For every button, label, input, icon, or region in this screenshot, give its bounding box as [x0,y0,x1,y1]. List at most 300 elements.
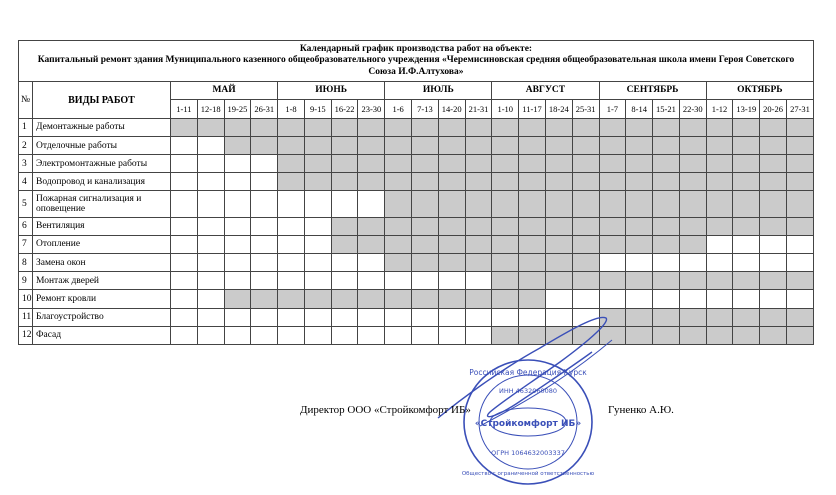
title-line-2: Капитальный ремонт здания Муниципального казенного общеобразовательного учреждения «Черемисиновская средняя общеобразовательная школа имени Героя Советского Союза И.Ф.Алтухова» [37,55,795,77]
schedule-cell-active [465,235,492,253]
schedule-cell-active [786,217,813,235]
schedule-cell-active [331,235,358,253]
schedule-cell-active [572,191,599,217]
stamp-inn: ИНН 4632060080 [498,387,558,395]
work-name: Фасад [33,326,171,344]
work-row [19,155,814,173]
month-header: ИЮЛЬ [385,82,492,99]
schedule-cell-active [706,217,733,235]
schedule-cell-empty [358,326,385,344]
schedule-cell-empty [171,272,198,290]
schedule-cell-active [786,308,813,326]
schedule-cell-active [171,118,198,136]
schedule-cell-empty [331,191,358,217]
schedule-cell-active [438,235,465,253]
schedule-cell-active [786,118,813,136]
schedule-cell-empty [197,191,224,217]
month-header: ИЮНЬ [278,82,385,99]
schedule-cell-active [572,118,599,136]
schedule-cell-empty [224,191,251,217]
week-header: 19-25 [224,99,251,118]
schedule-cell-active [465,118,492,136]
schedule-cell-empty [760,254,787,272]
schedule-cell-empty [197,272,224,290]
schedule-cell-active [278,173,305,191]
schedule-cell-active [492,136,519,154]
schedule-cell-active [653,272,680,290]
schedule-cell-empty [197,155,224,173]
schedule-cell-active [412,173,439,191]
work-number: 2 [19,136,33,154]
schedule-cell-active [706,118,733,136]
schedule-cell-empty [224,173,251,191]
week-header: 25-31 [572,99,599,118]
month-header: МАЙ [171,82,278,99]
work-row [19,254,814,272]
schedule-cell-empty [465,272,492,290]
schedule-cell-empty [197,173,224,191]
schedule-cell-active [706,326,733,344]
schedule-cell-active [331,118,358,136]
schedule-cell-active [572,173,599,191]
schedule-cell-active [224,136,251,154]
schedule-cell-active [519,191,546,217]
schedule-cell-active [653,235,680,253]
schedule-cell-active [599,155,626,173]
works-column-header: ВИДЫ РАБОТ [33,82,171,118]
schedule-cell-empty [760,290,787,308]
work-number: 9 [19,272,33,290]
schedule-cell-active [304,173,331,191]
schedule-cell-active [760,191,787,217]
week-header: 23-30 [358,99,385,118]
schedule-cell-empty [331,272,358,290]
schedule-cell-active [733,308,760,326]
work-number: 7 [19,235,33,253]
schedule-cell-active [653,155,680,173]
schedule-cell-active [706,136,733,154]
schedule-cell-active [733,326,760,344]
work-row [19,118,814,136]
schedule-cell-empty [786,235,813,253]
schedule-cell-active [786,155,813,173]
schedule-cell-empty [224,235,251,253]
number-column-header: № [19,82,33,118]
schedule-cell-active [760,217,787,235]
schedule-cell-empty [224,308,251,326]
schedule-cell-empty [438,272,465,290]
work-name: Отопление [33,235,171,253]
schedule-cell-empty [304,326,331,344]
schedule-cell-empty [626,254,653,272]
schedule-cell-active [519,136,546,154]
schedule-cell-empty [278,217,305,235]
schedule-cell-active [278,290,305,308]
schedule-cell-active [545,118,572,136]
title-line-1: Календарный график производства работ на объекте: [299,43,533,54]
week-header: 7-13 [412,99,439,118]
schedule-cell-empty [224,217,251,235]
schedule-cell-active [412,118,439,136]
schedule-cell-empty [706,290,733,308]
week-header: 22-30 [679,99,706,118]
schedule-cell-active [465,217,492,235]
schedule-cell-empty [733,290,760,308]
schedule-cell-active [492,235,519,253]
schedule-cell-active [545,136,572,154]
schedule-cell-active [786,173,813,191]
schedule-cell-active [653,118,680,136]
schedule-cell-empty [171,308,198,326]
schedule-cell-active [519,155,546,173]
schedule-cell-active [653,308,680,326]
month-header: СЕНТЯБРЬ [599,82,706,99]
schedule-cell-active [760,136,787,154]
work-name: Монтаж дверей [33,272,171,290]
schedule-cell-empty [733,254,760,272]
schedule-cell-active [599,191,626,217]
schedule-cell-active [519,217,546,235]
schedule-cell-active [733,191,760,217]
schedule-cell-active [519,118,546,136]
schedule-cell-empty [358,191,385,217]
schedule-cell-active [706,173,733,191]
schedule-cell-active [653,326,680,344]
schedule-cell-empty [171,191,198,217]
schedule-cell-active [438,118,465,136]
schedule-cell-active [331,173,358,191]
schedule-cell-active [331,217,358,235]
week-header: 1-8 [278,99,305,118]
schedule-cell-empty [171,235,198,253]
schedule-cell-active [331,290,358,308]
schedule-cell-empty [626,290,653,308]
work-schedule-table [18,40,814,345]
schedule-cell-active [358,217,385,235]
schedule-cell-active [679,118,706,136]
schedule-cell-active [251,290,278,308]
work-name: Электромонтажные работы [33,155,171,173]
schedule-cell-active [760,308,787,326]
schedule-cell-active [679,217,706,235]
schedule-cell-active [679,308,706,326]
schedule-cell-active [385,136,412,154]
schedule-cell-active [385,118,412,136]
work-number: 12 [19,326,33,344]
schedule-cell-active [626,217,653,235]
schedule-cell-active [760,118,787,136]
schedule-cell-empty [278,191,305,217]
week-header: 26-31 [251,99,278,118]
schedule-cell-empty [385,308,412,326]
schedule-cell-empty [197,217,224,235]
schedule-cell-empty [251,272,278,290]
schedule-cell-empty [733,235,760,253]
schedule-cell-active [572,254,599,272]
work-number: 4 [19,173,33,191]
schedule-cell-empty [358,254,385,272]
schedule-cell-active [465,155,492,173]
schedule-cell-active [251,136,278,154]
work-name: Ремонт кровли [33,290,171,308]
schedule-cell-empty [304,235,331,253]
schedule-cell-active [572,217,599,235]
schedule-cell-active [438,217,465,235]
schedule-cell-empty [197,235,224,253]
work-row [19,235,814,253]
schedule-cell-active [412,136,439,154]
schedule-cell-active [492,191,519,217]
work-name: Отделочные работы [33,136,171,154]
schedule-cell-empty [251,217,278,235]
schedule-cell-active [545,191,572,217]
schedule-cell-empty [786,254,813,272]
schedule-cell-active [679,155,706,173]
schedule-cell-empty [358,272,385,290]
month-header: АВГУСТ [492,82,599,99]
schedule-title [19,41,814,82]
schedule-cell-empty [197,308,224,326]
schedule-cell-empty [224,326,251,344]
stamp-ring-top: Российская Федерация Курск [469,368,587,377]
work-row [19,217,814,235]
schedule-cell-active [304,290,331,308]
schedule-cell-empty [197,290,224,308]
schedule-cell-active [599,235,626,253]
schedule-cell-active [786,326,813,344]
month-header: ОКТЯБРЬ [706,82,813,99]
schedule-cell-active [760,155,787,173]
schedule-cell-active [706,155,733,173]
work-row [19,290,814,308]
schedule-cell-empty [197,136,224,154]
schedule-cell-active [679,326,706,344]
schedule-cell-active [385,290,412,308]
signer-name: Гуненко А.Ю. [608,404,674,416]
schedule-cell-active [679,173,706,191]
schedule-cell-active [304,118,331,136]
stamp-ogrn: ОГРН 1064632003337 [491,449,565,457]
schedule-cell-active [438,155,465,173]
stamp-center: «Стройкомфорт ИБ» [474,419,582,429]
schedule-cell-active [492,155,519,173]
schedule-cell-active [465,136,492,154]
schedule-cell-active [438,254,465,272]
schedule-cell-active [385,217,412,235]
schedule-cell-active [465,173,492,191]
director-label: Директор ООО «Стройкомфорт ИБ» [300,404,471,416]
schedule-cell-active [358,118,385,136]
schedule-cell-empty [171,290,198,308]
schedule-cell-active [572,272,599,290]
schedule-cell-active [679,235,706,253]
work-number: 10 [19,290,33,308]
schedule-cell-empty [385,272,412,290]
schedule-cell-active [733,118,760,136]
schedule-cell-empty [706,235,733,253]
schedule-cell-active [733,136,760,154]
schedule-cell-active [224,118,251,136]
schedule-cell-active [679,191,706,217]
schedule-cell-active [760,326,787,344]
schedule-cell-active [545,155,572,173]
schedule-cell-active [224,290,251,308]
schedule-cell-active [626,272,653,290]
schedule-cell-empty [251,173,278,191]
week-header: 27-31 [786,99,813,118]
schedule-cell-empty [679,254,706,272]
schedule-cell-active [519,254,546,272]
schedule-cell-active [438,136,465,154]
schedule-cell-active [679,136,706,154]
schedule-cell-active [412,191,439,217]
schedule-cell-active [412,235,439,253]
schedule-cell-active [760,173,787,191]
schedule-cell-active [492,272,519,290]
work-row [19,308,814,326]
schedule-cell-active [653,191,680,217]
schedule-cell-active [626,308,653,326]
work-row [19,326,814,344]
schedule-cell-empty [278,308,305,326]
schedule-cell-active [760,272,787,290]
schedule-cell-active [706,272,733,290]
schedule-cell-active [385,155,412,173]
schedule-cell-active [599,136,626,154]
schedule-cell-empty [786,290,813,308]
schedule-cell-active [519,173,546,191]
schedule-cell-empty [679,290,706,308]
work-row [19,173,814,191]
work-number: 3 [19,155,33,173]
week-header: 18-24 [545,99,572,118]
schedule-cell-active [331,155,358,173]
schedule-cell-empty [706,254,733,272]
schedule-cell-active [197,118,224,136]
week-header: 1-7 [599,99,626,118]
schedule-cell-active [304,136,331,154]
schedule-cell-empty [171,155,198,173]
schedule-cell-empty [251,326,278,344]
schedule-cell-active [412,254,439,272]
schedule-cell-empty [251,254,278,272]
schedule-cell-active [733,217,760,235]
schedule-cell-active [626,235,653,253]
schedule-cell-empty [304,191,331,217]
week-header: 14-20 [438,99,465,118]
schedule-cell-active [626,136,653,154]
schedule-cell-empty [304,272,331,290]
schedule-cell-active [653,217,680,235]
schedule-cell-empty [278,272,305,290]
schedule-cell-active [706,191,733,217]
schedule-cell-active [679,272,706,290]
schedule-cell-active [358,155,385,173]
schedule-cell-active [358,290,385,308]
schedule-cell-active [278,136,305,154]
schedule-cell-empty [197,326,224,344]
schedule-cell-active [626,118,653,136]
schedule-cell-active [572,155,599,173]
schedule-cell-active [653,173,680,191]
schedule-cell-active [465,191,492,217]
schedule-cell-empty [251,308,278,326]
schedule-cell-active [519,272,546,290]
schedule-cell-active [278,155,305,173]
schedule-cell-empty [760,235,787,253]
schedule-cell-active [706,308,733,326]
work-row [19,136,814,154]
work-number: 1 [19,118,33,136]
schedule-cell-active [545,254,572,272]
week-header: 1-6 [385,99,412,118]
work-name: Водопровод и канализация [33,173,171,191]
week-header: 15-21 [653,99,680,118]
schedule-cell-active [626,326,653,344]
schedule-cell-active [385,191,412,217]
schedule-cell-empty [224,155,251,173]
schedule-cell-empty [171,173,198,191]
schedule-cell-active [438,173,465,191]
schedule-cell-active [733,155,760,173]
week-header: 9-15 [304,99,331,118]
schedule-cell-empty [304,254,331,272]
schedule-cell-active [626,173,653,191]
week-header: 12-18 [197,99,224,118]
month-header-row [19,82,814,99]
schedule-cell-active [599,272,626,290]
schedule-cell-active [786,191,813,217]
week-header: 1-11 [171,99,198,118]
stamp-ring-bottom: Общество с ограниченной ответственностью [461,471,595,477]
schedule-cell-active [599,173,626,191]
work-number: 6 [19,217,33,235]
schedule-cell-empty [278,326,305,344]
schedule-cell-active [385,235,412,253]
schedule-cell-active [545,235,572,253]
schedule-cell-active [278,118,305,136]
schedule-cell-empty [171,326,198,344]
schedule-cell-empty [224,254,251,272]
schedule-cell-empty [385,326,412,344]
work-name: Демонтажные работы [33,118,171,136]
work-number: 8 [19,254,33,272]
week-header: 21-31 [465,99,492,118]
schedule-cell-empty [251,155,278,173]
week-header: 16-22 [331,99,358,118]
schedule-cell-active [733,173,760,191]
work-row [19,191,814,217]
schedule-cell-active [492,217,519,235]
work-name: Замена окон [33,254,171,272]
schedule-cell-empty [251,191,278,217]
schedule-cell-active [358,173,385,191]
schedule-cell-active [385,173,412,191]
schedule-cell-empty [224,272,251,290]
schedule-cell-empty [653,254,680,272]
work-row [19,272,814,290]
week-header: 20-26 [760,99,787,118]
schedule-cell-active [358,136,385,154]
schedule-cell-active [304,155,331,173]
week-header: 1-10 [492,99,519,118]
schedule-cell-active [572,136,599,154]
schedule-cell-active [599,118,626,136]
schedule-cell-active [492,173,519,191]
week-header: 1-12 [706,99,733,118]
schedule-cell-empty [171,254,198,272]
schedule-cell-empty [358,308,385,326]
